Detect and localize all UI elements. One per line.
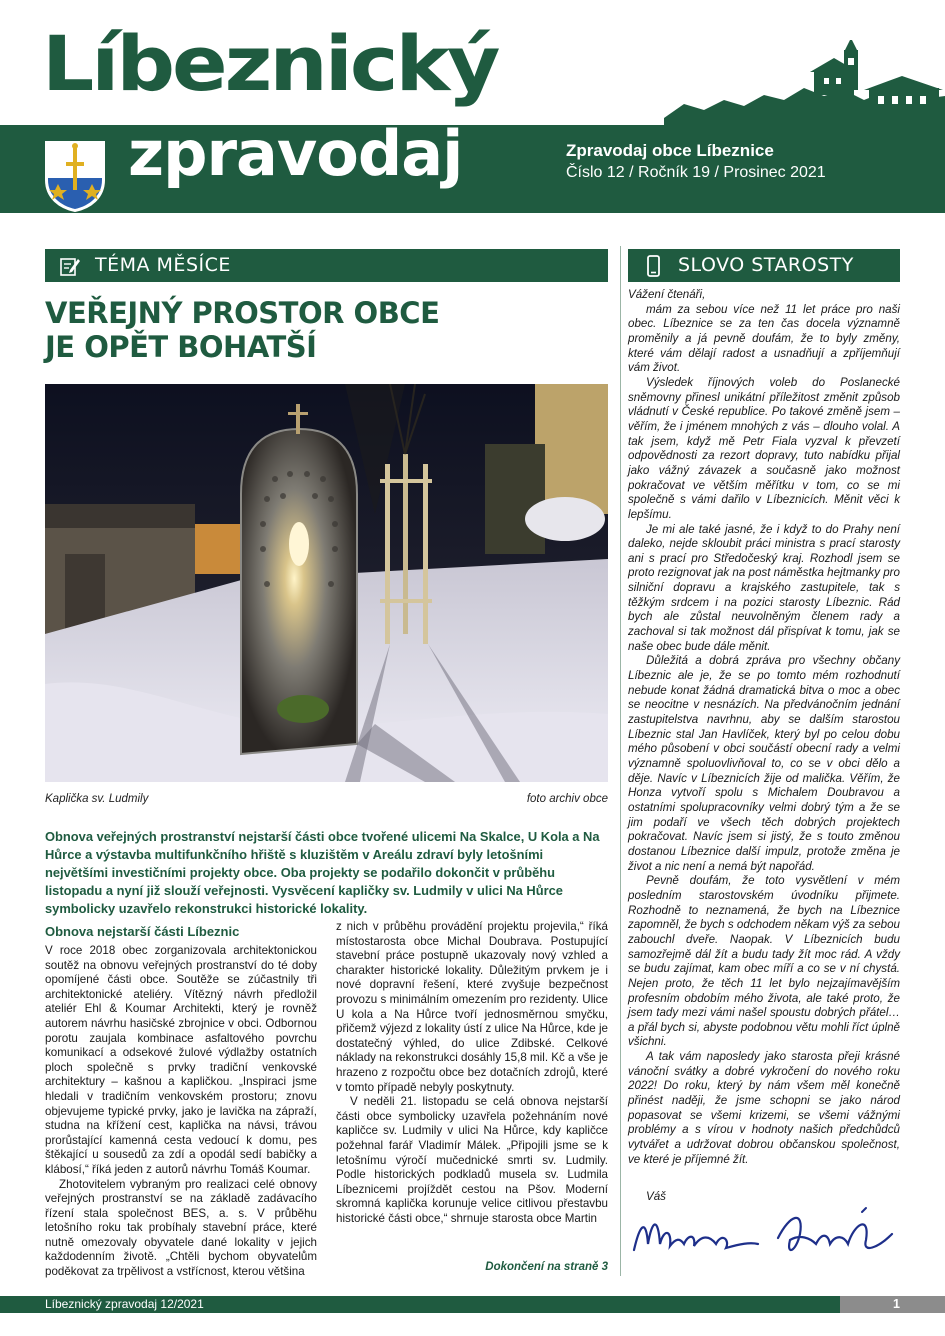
continued-note: Dokončení na straně 3 <box>485 1261 608 1273</box>
municipal-coat-of-arms <box>44 140 106 212</box>
pencil-note-icon <box>59 255 81 277</box>
section-header-tema <box>45 249 608 282</box>
paragraph: Pevně doufám, že toto vysvětlení v mém posledním starostovském úvodníku přijmete. Rozhodně to neznamená, že bych na Líbeznice zapomněl, že bych s odchodem někam výš za sebou zabouchl dveře. Naopak. V Líbeznicích budu samozřejmě dál žít a budu tady žít moc rád. A vždy se budu zajímat, kam obec míří a co se v ní chystá. Nejen proto, že těch 11 let bylo nejzajímavějším profesním obdobím mého života, ale také proto, že jsem tady mezi vámi našel spoustu dobrých přátel… a přál bych si, abyste podobnou větu mohli říct úplně všichni. <box>628 874 900 1049</box>
publication-name: Zpravodaj obce Líbeznice <box>566 141 774 160</box>
article-column-1 <box>45 924 317 1280</box>
paragraph: mám za sebou více než 11 let práce pro naši obec. Líbeznice se za ten čas docela významně proměnily a já pevně doufám, že to byly změny, které vám dělají radost a usnadňují a zpříjemňují vám život. <box>628 302 900 375</box>
section-label-slovo: SLOVO STAROSTY <box>678 254 854 276</box>
photo-credit: foto archiv obce <box>526 793 608 805</box>
letter-greeting: Vážení čtenáři, <box>628 288 706 301</box>
masthead-subtitle: zpravodaj <box>128 117 463 190</box>
page-number: 1 <box>893 1297 900 1311</box>
footer-text: Líbeznický zpravodaj 12/2021 <box>45 1297 204 1311</box>
article-subhead: Obnova nejstarší části Líbeznic <box>45 924 240 939</box>
smartphone-icon <box>642 255 664 277</box>
mayor-letter <box>628 288 900 1167</box>
article-headline <box>45 296 605 364</box>
section-label-tema: TÉMA MĚSÍCE <box>95 254 231 276</box>
headline-line-2: JE OPĚT BOHATŠÍ <box>45 330 317 364</box>
photo-caption: Kaplička sv. Ludmily <box>45 793 149 805</box>
masthead-title: Líbeznický <box>42 21 498 109</box>
paragraph: A tak vám naposledy jako starosta přeji krásné vánoční svátky a dobré vykročení do nového roku 2022! Do roku, který by nám všem měl konečně přinést naději, že jsme schopni se jako národ popasovat se všemi krizemi, se všemi vážnými problémy a s vírou v hodnoty našich předchůdců vytvářet a udržovat dobrou občanskou společnost, ve které je příjemné žít. <box>628 1050 900 1166</box>
handwritten-signature <box>630 1204 898 1268</box>
paragraph: V neděli 21. listopadu se celá obnova nejstarší části obce symbolicky uzavřela požehnáním nové kapličce sv. Ludmily v ulici Na Hůrce, kdy kapličce požehnal farář Vladimír Málek. „Připojili jsme se k letošnímu výročí mučednické smrti sv. Ludmily. Podle historických podkladů musela sv. Ludmila Líbeznicemi projíždět cestou na Pšov. Moderní skromná kaplička korunuje velice citlivou přestavbu historické části obce,“ shrnuje starosta obce Martin <box>336 1095 608 1225</box>
article-lead: Obnova veřejných prostranství nejstarší části obce tvořené ulicemi Na Skalce, U Kola a Na Hůrce a výstavba multifunkčního hřiště s kluzištěm v Areálu zdraví byly letošními největšími investičními projekty obce. Oba projekty se podařilo dokončit v průběhu listopadu a nyní již slouží veřejnosti. Vysvěcení kapličky sv. Ludmily v ulici Na Hůrce symbolicky uzavřelo rekonstrukci historické lokality. <box>45 829 600 916</box>
paragraph: Zhotovitelem vybraným pro realizaci celé obnovy veřejných prostranství se na základě zadávacího řízení stala společnost BES, a. s. V průběhu letošního roku tak probíhaly stavební práce, které nutně omezovaly obyvatele dané lokality v jejich každodenním životě. „Chtěli bychom obyvatelům poděkovat za trpělivost a vstřícnost, kterou většina <box>45 1177 317 1279</box>
issue-info: Číslo 12 / Ročník 19 / Prosinec 2021 <box>566 164 826 181</box>
paragraph: V roce 2018 obec zorganizovala architektonickou soutěž na obnovu veřejných prostranství do té doby opomíjené části obce. Soutěže se zúčastnily tři architektonické ateliéry. Vítězný návrh předložil ateliér Ehl & Koumar Architekti, který je rovněž autorem návrhu hasičské zbrojnice v obci. Odbornou porotu zaujala kombinace asfaltového povrchu komunikací a odsekové žulové výdlažby ostatních ploch společně s prvky tradiční venkovské architektury – kašnou a kapličkou. „Inspiraci jsme hledali v tradičním venkovském prostoru; znovu objevujeme typické prvky, jako je lavička na zápraží, studna na křížení cest, kaplička na návsi, trávou prorůstající kamenná cesta vedoucí k domu, pes štěkající u sousedů za zdí a opodál sedí babičky a klábosí,“ říká jeden z autorů návrhu Tomáš Koumar. <box>45 944 317 1176</box>
headline-line-1: VEŘEJNÝ PROSTOR OBCE <box>45 296 440 330</box>
column-divider <box>620 246 621 1276</box>
paragraph: z nich v průběhu provádění projektu projevila,“ říká místostarosta obce Michal Doubrava. Postupující stavební práce postupně ukazovaly nový vzhled a charakter historické lokality. Důležitým prvkem je i nové dopravní řešení, které zvyšuje bezpečnost provozu s minimálním omezením pro rezidenty. Ulice U kola a Na Hůrce tvoří jednosměrnou smyčku, přičemž výjezd z lokality ústí z ulice Na Hůrce, kde je dostatečný výhled, do ulice Zdibské. Celkové náklady na rekonstrukci dosáhly 15,8 mil. Kč a vše je hrazeno z rozpočtu obce bez dotačních zdrojů, které v tomto případě nebyly poskytnuty. <box>336 920 608 1094</box>
paragraph: Výsledek říjnových voleb do Poslanecké sněmovny přinesl unikátní příležitost změnit způsob vládnutí v České republice. Po takové změně jsem – věřím, že i jménem mnohých z vás – dlouho volal. A tak jsem, když mě Petr Fiala vyzval k převzetí odpovědnosti za rezort dopravy, tuto nabídku přijal jako vážný závazek a současně jako možnost pokračovat ve větším měřítku v tom, co se mi společně s vámi dařilo v Líbeznicích. Měnit věci k lepšímu. <box>628 375 900 521</box>
article-column-2 <box>336 920 608 1226</box>
letter-signoff: Váš <box>646 1190 666 1203</box>
paragraph: Důležitá a dobrá zpráva pro všechny občany Líbeznic ale je, že se po tomto mém rozhodnutí nebude konat žádná dramatická bitva o moc a obec se neocitne v nesnázích. Na předvánočním jednání zastupitelstva navrhnu, aby se dalším starostou Líbeznic stal Jan Havlíček, který byl po celou dobu mého působení v obci součástí obecní rady a velmi významně spoluovlivňoval to, co se v obci dělo a děje. Navíc v Líbeznicích žije od malička. Věřím, že Honza vytvoří spolu s Michalem Doubravou a ostatními spolupracovníky velmi dobrý tým a že se jim podaří ve všech těch dobrých projektech pokračovat. Navíc jsem si jistý, že s touto změnou dostanou Líbeznice další impulz, protože změna je život a nic není a nemá být napořád. <box>628 654 900 873</box>
masthead-info <box>566 140 826 184</box>
section-header-slovo <box>628 249 900 282</box>
paragraph: Je mi ale také jasné, že i když to do Prahy není daleko, nejde skloubit práci ministra s prací starosty ani s prací pro Středočeský kraj. Rozhodl jsem se proto rezignovat jak na post náměstka hejtmanky pro silniční dopravu a krajského zastupitele, tak s těžkým srdcem i na pozici starosty Líbeznic. Rád bych ale zůstal neuvolněným členem rady a zachoval si tak možnost dál přispívat k tomu, jak se naše obec bude dále měnit. <box>628 522 900 653</box>
chapel-night-photo <box>45 384 608 782</box>
village-skyline-illustration <box>664 40 945 130</box>
